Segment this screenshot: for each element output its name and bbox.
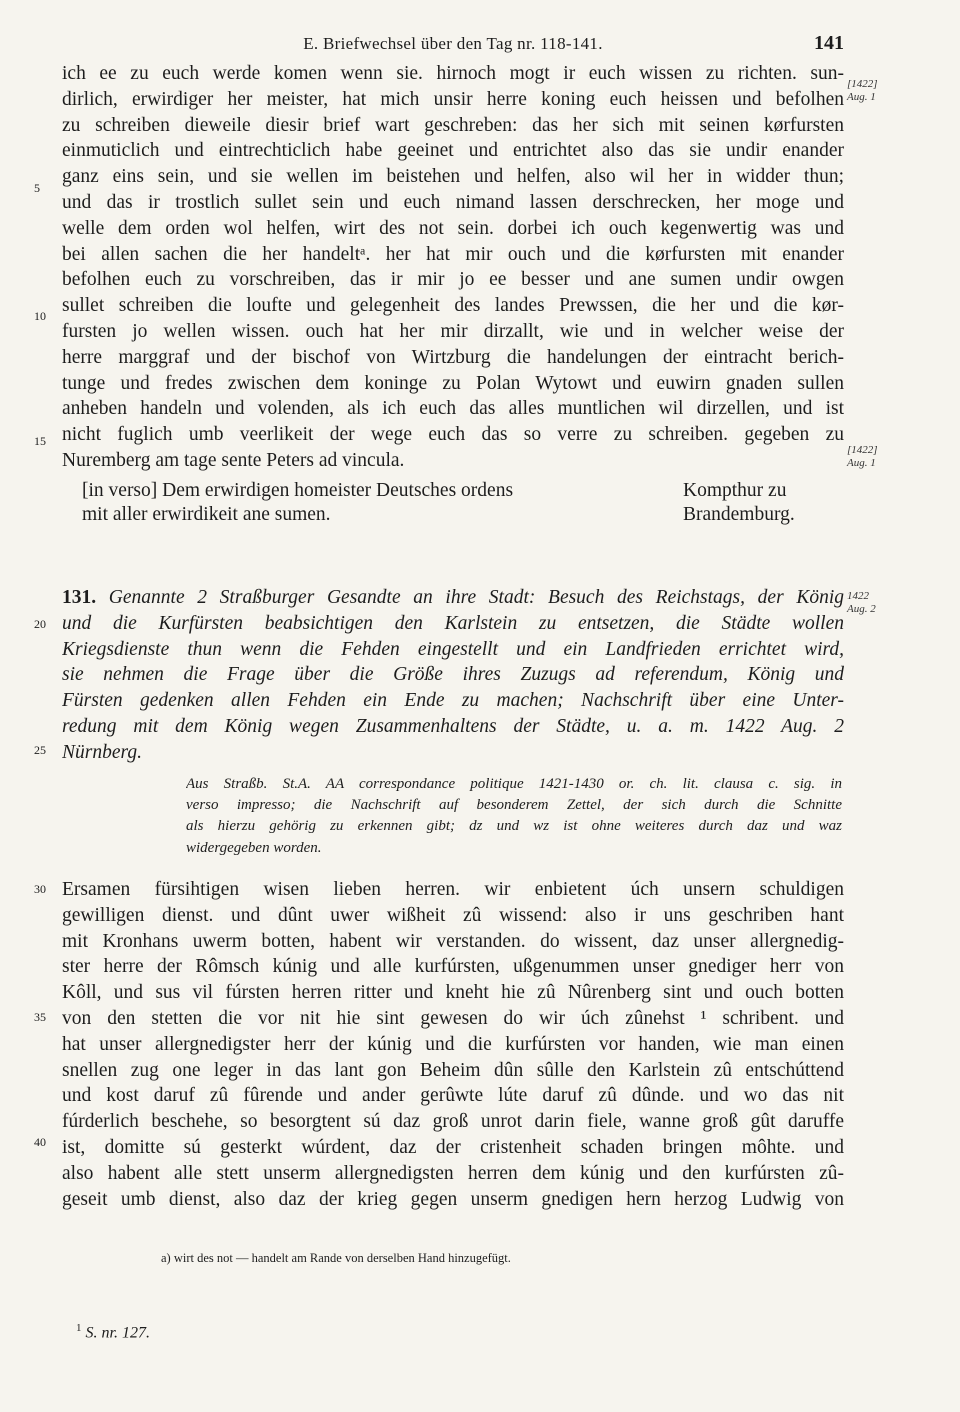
text-line: ich ee zu euch werde komen wenn sie. hirnoch mogt ir euch wissen zu richten. sun- (62, 63, 844, 84)
text-line: einmuticlich und eintrechticlich habe geeinet und entrichtet also das sie undir enander (62, 140, 844, 162)
text-line: und das ir trostlich sullet sein und euch nimand lassen derschrecken, her moge und (62, 192, 844, 213)
running-title: E. Briefwechsel über den Tag nr. 118-141. (303, 34, 603, 53)
text-line: ist, domitte sú gesterkt wúrdent, daz der cristenheit schaden bringen môhte. und (62, 1137, 844, 1158)
text-line: von den stetten die vor nit hie sint gewesen do wir úch zûnehst ¹ schribent. und (62, 1008, 844, 1029)
margin-day: Aug. 1 (847, 91, 876, 103)
text-line: herre marggraf und der bischof von Wirtzburg die handelungen der eintracht berich- (62, 346, 844, 368)
heading-line (62, 586, 844, 610)
text-line: und kost daruf zû fûrende und ander gerûwte lúte daruf zû dûnde. und wo das nit (62, 1085, 844, 1107)
heading-line: redung mit dem König wegen Zusammenhaltens der Städte, u. a. m. 1422 Aug. 2 (62, 716, 844, 737)
text-line: welle dem orden wol helfen, wirt des not sein. dorbei ich ouch kegenwertig was und (62, 217, 844, 239)
text-line: Nuremberg am tage sente Peters ad vincula. (62, 450, 405, 471)
document-number: 131. (62, 587, 97, 608)
text-line: Ersamen fürsihtigen wisen lieben herren. wir enbietent úch unsern schuldigen (62, 879, 844, 900)
address-recipient (82, 479, 513, 527)
text-line: widergegeben worden. (186, 839, 322, 856)
text-line: ganz eins sein, und sie wellen im beistehen und helfen, also wil her in widder thun; (62, 166, 844, 188)
text-line: befolhen euch zu vorschreiben, das ir mir jo ee besser und ane sumen undir owgen (62, 269, 844, 291)
line-number: 10 (34, 309, 46, 323)
margin-year: 1422 (847, 590, 869, 602)
line-number: 20 (34, 617, 46, 631)
page-number: 141 (814, 32, 844, 54)
line-number: 40 (34, 1135, 46, 1149)
text-line: anheben handeln und volenden, als ich euch das alles muntlichen wil dirzellen, und ist (62, 398, 844, 420)
text-line: fursten jo wellen wissen. ouch hat her mir dirzallt, wie und in welcher weise der (62, 321, 844, 342)
margin-day: Aug. 1 (847, 457, 876, 469)
line-number: 30 (34, 882, 46, 896)
text-line: als hierzu gehörig zu erkennen gibt; dz und wz ist ohne weiteres durch daz und waz (186, 818, 842, 835)
margin-day: Aug. 2 (847, 603, 876, 615)
text-line: nicht fuglich umb veerlikeit der wege euch das so verre zu schreiben. gegeben zu (62, 424, 844, 446)
text-line: bei allen sachen die her handeltᵃ. her hat mir ouch und die kørfursten mit enander (62, 243, 844, 265)
heading-line: Fürsten gedenken allen Fehden ein Ende zu machen; Nachschrift über eine Unter- (62, 690, 844, 712)
footnote-marker: 1 (76, 1322, 82, 1334)
text-line: fúrderlich beschehe, so besorgtent sú daz groß unrot darin fiele, wanne groß gût daruffe (62, 1111, 844, 1133)
text-line: ster herre der Rômsch kúnig und alle kurfúrsten, ußgenummen unser gnediger herr von (62, 956, 844, 978)
address-line: [in verso] Dem erwirdigen homeister Deutsches ordens (82, 480, 514, 501)
address-line: mit aller erwirdikeit ane sumen. (82, 504, 331, 525)
text-line: Aus Straßb. St.A. AA correspondance politique 1421-1430 or. ch. lit. clausa c. sig. in (186, 776, 842, 792)
text-line: mit Kronhans uwerm botten, habent wir verstanden. do wissent, daz unser allergnedig- (62, 930, 844, 952)
text-line: gewilligen dienst. und dûnt uwer wißheit zû wissend: also ir uns geschriben hant (62, 904, 844, 926)
heading-line: Nürnberg. (62, 741, 142, 763)
heading-line: sie nehmen die Frage über die Größe ihres Zuzugs ad referendum, König und (62, 664, 844, 686)
margin-date-top (847, 78, 907, 104)
text-line: geseit umb dienst, also daz der krieg gegen unserm gnedigen hern herzog Ludwig von (62, 1188, 844, 1210)
margin-year: [1422] (847, 444, 878, 456)
heading-line: und die Kurfürsten beabsichtigen den Karlstein zu entsetzen, die Städte wollen (62, 612, 844, 634)
line-number: 5 (34, 181, 40, 195)
running-header (62, 32, 844, 58)
address-line: Brandemburg. (683, 504, 795, 525)
heading-text: Genannte 2 Straßburger Gesandte an ihre Stadt: Besuch des Reichstags, der König (108, 587, 844, 608)
line-number: 25 (34, 743, 46, 757)
footnote-1 (76, 1322, 150, 1342)
footnote-a: a) wirt des not — handelt am Rande von derselben Hand hinzugefügt. (161, 1251, 511, 1265)
margin-date-mid (847, 444, 907, 470)
text-line: dirlich, erwirdiger her meister, hat mich unsir herre koning euch heissen und befolhen (62, 88, 844, 110)
margin-date-doc (847, 590, 907, 616)
text-line: sullet schreiben die loufte und gelegenheit des landes Prewssen, die her und die kør- (62, 295, 844, 317)
address-sender (683, 479, 795, 527)
line-number: 15 (34, 434, 46, 448)
text-line: also habent alle stett unserm allergnedigsten herren dem kúnig und den kurfúrsten zû- (62, 1162, 844, 1184)
text-line: Kôll, und sus vil fúrsten herren ritter und kneht hie zû Nûrenberg sint und ouch botten (62, 982, 844, 1004)
text-line: hat unser allergnedigster herr der kúnig und die kurfúrsten vor handen, wie man einen (62, 1033, 844, 1055)
address-line: Kompthur zu (683, 480, 787, 501)
text-line: zu schreiben dieweile diesir brief wart geschreben: das her sich mit seinen kørfursten (62, 114, 844, 136)
line-number: 35 (34, 1010, 46, 1024)
text-line: verso impresso; die Nachschrift auf besonderem Zettel, der sich durch die Schnitte (186, 797, 842, 814)
footnote-text: S. nr. 127. (85, 1324, 150, 1342)
heading-line: Kriegsdienste thun wenn die Fehden eingestellt und ein Landfrieden errichtet wird, (62, 638, 844, 660)
text-line: snellen zug one leger in das lant gon Beheim dûn sûlle den Karlstein zû entschúttend (62, 1059, 844, 1081)
text-line: tunge und fredes zwischen dem koninge zu Polan Wytowt und euwirn gnaden sullen (62, 372, 844, 394)
margin-year: [1422] (847, 78, 878, 90)
